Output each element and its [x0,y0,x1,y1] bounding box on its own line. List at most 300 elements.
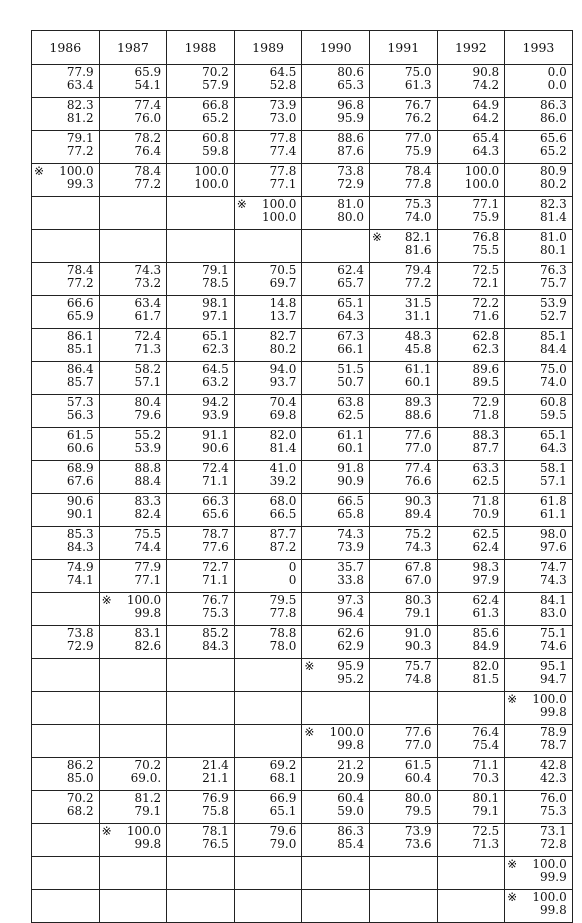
table-cell [369,527,437,560]
cell-value-bottom: 97.9 [472,573,500,587]
cell-value-bottom: 84.9 [472,639,500,653]
cell-value-top: 100.0 [262,197,297,211]
reference-mark: ※ [371,230,383,244]
cell-value-top: 82.7 [269,329,297,343]
cell-value-bottom: 20.9 [337,771,364,785]
table-row [32,428,573,461]
cell-value-top: 78.9 [540,725,567,739]
cell-value-top: 97.3 [337,593,364,607]
cell-value-bottom: 72.9 [337,177,364,191]
cell-value-top: 79.6 [269,824,297,838]
table-cell [302,362,370,395]
cell-value-top: 77.0 [404,131,432,145]
cell-value-bottom: 57.9 [202,78,229,92]
cell-value-top: 65.1 [202,329,229,343]
cell-value-top: 100.0 [532,692,567,706]
table-cell [437,428,505,461]
cell-value-bottom: 70.9 [472,507,500,521]
cell-value-top: 94.0 [269,362,297,376]
cell-value-top: 61.1 [404,362,432,376]
cell-value-top: 90.3 [404,494,432,508]
table-cell [437,362,505,395]
table-cell [437,692,505,725]
table-cell [302,560,370,593]
table-cell [167,197,235,230]
cell-value-top: 86.3 [540,98,567,112]
cell-value-bottom: 60.4 [404,771,432,785]
cell-value-bottom: 79.6 [134,408,162,422]
cell-value-top: 76.7 [202,593,229,607]
cell-value-top: 67.3 [337,329,364,343]
table-cell [234,626,302,659]
table-cell [167,824,235,857]
cell-value-top: 57.3 [66,395,94,409]
cell-value-top: 81.0 [337,197,364,211]
cell-value-bottom: 79.1 [404,606,432,620]
cell-value-bottom: 61.1 [540,507,567,521]
table-cell [234,824,302,857]
table-cell [302,791,370,824]
cell-value-bottom: 77.6 [202,540,229,554]
cell-value-top: 72.5 [472,263,500,277]
cell-value-bottom: 64.3 [337,309,364,323]
table-cell [99,791,167,824]
table-cell [99,164,167,197]
cell-value-bottom: 60.6 [66,441,94,455]
year-header: 1993 [505,31,573,65]
cell-value-top: 78.7 [202,527,229,541]
cell-value-top: 75.3 [404,197,432,211]
table-cell [167,791,235,824]
table-cell [32,560,100,593]
cell-value-top: 73.1 [540,824,567,838]
table-cell [437,659,505,692]
cell-value-top: 61.8 [540,494,567,508]
cell-value-top: 62.4 [472,593,500,607]
table-cell [369,131,437,164]
table-cell [234,263,302,296]
table-row [32,395,573,428]
table-cell [99,857,167,890]
table-cell [437,725,505,758]
cell-value-top: 83.3 [134,494,162,508]
cell-value-top: 66.5 [337,494,364,508]
cell-value-top: 80.4 [134,395,162,409]
cell-value-top: 72.2 [472,296,500,310]
year-header: 1990 [302,31,370,65]
cell-value-bottom: 77.8 [269,606,297,620]
cell-value-bottom: 74.2 [472,78,500,92]
table-cell [505,593,573,626]
table-cell [369,197,437,230]
table-row [32,164,573,197]
table-cell [32,395,100,428]
table-cell [302,725,370,758]
cell-value-top: 74.3 [134,263,162,277]
table-row [32,725,573,758]
cell-value-top: 100.0 [329,725,364,739]
table-cell [99,461,167,494]
table-cell [234,197,302,230]
cell-value-bottom: 88.4 [134,474,162,488]
table-cell [302,626,370,659]
table-cell [437,230,505,263]
cell-value-top: 82.0 [472,659,500,673]
table-cell [302,593,370,626]
cell-value-bottom: 100.0 [194,177,229,191]
table-cell [302,296,370,329]
cell-value-bottom: 99.9 [540,870,567,884]
cell-value-bottom: 74.8 [404,672,432,686]
cell-value-bottom: 65.3 [337,78,364,92]
cell-value-bottom: 59.8 [202,144,229,158]
cell-value-top: 63.4 [134,296,162,310]
cell-value-bottom: 64.2 [472,111,500,125]
cell-value-top: 80.0 [404,791,432,805]
cell-value-top: 0.0 [547,65,567,79]
cell-value-bottom: 61.3 [404,78,432,92]
cell-value-bottom: 88.6 [404,408,432,422]
cell-value-top: 60.8 [540,395,567,409]
cell-value-top: 82.0 [269,428,297,442]
cell-value-bottom: 71.3 [472,837,500,851]
cell-value-top: 82.3 [540,197,567,211]
cell-value-top: 91.1 [202,428,229,442]
cell-value-top: 98.0 [540,527,567,541]
table-cell [167,626,235,659]
cell-value-bottom: 75.7 [540,276,567,290]
table-row [32,461,573,494]
cell-value-bottom: 76.0 [134,111,162,125]
table-cell [99,263,167,296]
reference-mark: ※ [507,890,518,904]
cell-value-bottom: 0 [288,573,297,587]
cell-value-top: 79.4 [404,263,432,277]
cell-value-bottom: 80.2 [540,177,567,191]
table-cell [167,725,235,758]
cell-value-bottom: 84.3 [66,540,94,554]
cell-value-bottom: 62.9 [337,639,364,653]
cell-value-bottom: 100.0 [262,210,297,224]
cell-value-top: 68.0 [269,494,297,508]
table-cell [32,758,100,791]
cell-value-bottom: 74.0 [540,375,567,389]
cell-value-top: 100.0 [126,824,162,838]
table-cell [167,857,235,890]
table-cell [167,758,235,791]
table-row [32,197,573,230]
table-cell [99,692,167,725]
cell-value-top: 66.3 [202,494,229,508]
table-cell [234,395,302,428]
cell-value-top: 100.0 [532,890,567,904]
table-cell [234,461,302,494]
cell-value-bottom: 70.3 [472,771,500,785]
table-cell [302,197,370,230]
table-cell [437,263,505,296]
table-cell [369,329,437,362]
table-cell [32,98,100,131]
cell-value-bottom: 79.0 [269,837,297,851]
cell-value-bottom: 76.4 [134,144,162,158]
cell-value-bottom: 73.6 [404,837,432,851]
cell-value-top: 90.6 [66,494,94,508]
table-cell [369,626,437,659]
table-cell [302,98,370,131]
cell-value-top: 64.5 [269,65,297,79]
table-cell [234,65,302,98]
table-cell [505,428,573,461]
table-row [32,230,573,263]
cell-value-top: 74.3 [337,527,364,541]
cell-value-bottom: 87.6 [337,144,364,158]
table-cell [505,659,573,692]
table-cell [99,725,167,758]
table-cell [32,329,100,362]
cell-value-top: 66.6 [66,296,94,310]
cell-value-bottom: 81.4 [269,441,297,455]
cell-value-top: 76.4 [472,725,500,739]
cell-value-top: 75.5 [134,527,162,541]
cell-value-bottom: 87.7 [472,441,500,455]
cell-value-top: 58.2 [134,362,162,376]
table-cell [234,131,302,164]
table-cell [369,263,437,296]
table-cell [505,98,573,131]
year-header: 1987 [99,31,167,65]
cell-value-top: 75.2 [404,527,432,541]
table-cell [302,164,370,197]
cell-value-top: 77.8 [269,131,297,145]
cell-value-top: 72.9 [472,395,500,409]
cell-value-top: 53.9 [540,296,567,310]
cell-value-bottom: 57.1 [134,375,162,389]
cell-value-top: 70.5 [269,263,297,277]
cell-value-bottom: 89.4 [404,507,432,521]
cell-value-bottom: 52.8 [269,78,297,92]
cell-value-top: 77.8 [269,164,297,178]
cell-value-bottom: 80.0 [337,210,364,224]
cell-value-bottom: 77.4 [269,144,297,158]
table-row [32,560,573,593]
cell-value-top: 74.7 [540,560,567,574]
table-cell [167,659,235,692]
cell-value-top: 75.0 [404,65,432,79]
cell-value-top: 72.7 [202,560,229,574]
table-row [32,362,573,395]
table-cell [437,461,505,494]
cell-value-top: 72.5 [472,824,500,838]
cell-value-top: 82.1 [404,230,432,244]
table-cell [505,527,573,560]
table-cell [167,263,235,296]
cell-value-bottom: 66.1 [337,342,364,356]
cell-value-bottom: 76.6 [404,474,432,488]
cell-value-top: 70.2 [66,791,94,805]
table-cell [99,329,167,362]
cell-value-bottom: 68.1 [269,771,297,785]
cell-value-top: 77.4 [134,98,162,112]
table-cell [437,65,505,98]
table-cell [369,560,437,593]
cell-value-bottom: 68.2 [66,804,94,818]
cell-value-top: 78.8 [269,626,297,640]
cell-value-top: 76.8 [472,230,500,244]
cell-value-top: 91.0 [404,626,432,640]
cell-value-top: 66.9 [269,791,297,805]
table-cell [505,890,573,923]
table-cell [234,362,302,395]
cell-value-bottom: 85.1 [66,342,94,356]
table-cell [234,791,302,824]
table-cell [32,593,100,626]
cell-value-top: 95.9 [337,659,364,673]
cell-value-bottom: 56.3 [66,408,94,422]
table-cell [437,890,505,923]
cell-value-top: 65.6 [540,131,567,145]
cell-value-bottom: 75.4 [472,738,500,752]
cell-value-bottom: 67.6 [66,474,94,488]
table-cell [167,395,235,428]
cell-value-bottom: 62.5 [472,474,500,488]
table-cell [302,263,370,296]
table-cell [167,65,235,98]
table-cell [369,758,437,791]
cell-value-top: 78.2 [134,131,162,145]
cell-value-top: 65.4 [472,131,500,145]
year-header: 1986 [32,31,100,65]
table-cell [99,428,167,461]
table-row [32,857,573,890]
table-cell [302,65,370,98]
table-cell [505,725,573,758]
table-row [32,527,573,560]
table-cell [99,197,167,230]
table-cell [437,329,505,362]
table-cell [369,692,437,725]
cell-value-bottom: 74.1 [66,573,94,587]
table-row [32,263,573,296]
cell-value-bottom: 65.2 [540,144,567,158]
cell-value-top: 35.7 [337,560,364,574]
table-cell [167,461,235,494]
table-cell [437,758,505,791]
cell-value-top: 72.4 [202,461,229,475]
cell-value-top: 100.0 [59,164,94,178]
year-header: 1991 [369,31,437,65]
cell-value-bottom: 90.3 [404,639,432,653]
table-cell [99,296,167,329]
cell-value-bottom: 99.8 [540,705,567,719]
cell-value-bottom: 53.9 [134,441,162,455]
table-cell [99,494,167,527]
cell-value-bottom: 95.2 [337,672,364,686]
table-cell [369,659,437,692]
table-cell [99,593,167,626]
cell-value-top: 96.8 [337,98,364,112]
cell-value-bottom: 65.8 [337,507,364,521]
cell-value-bottom: 81.6 [404,243,432,257]
table-cell [505,758,573,791]
table-cell [99,560,167,593]
cell-value-bottom: 79.5 [404,804,432,818]
cell-value-top: 85.2 [202,626,229,640]
table-cell [437,395,505,428]
table-cell [437,98,505,131]
table-row [32,824,573,857]
cell-value-bottom: 76.2 [404,111,432,125]
cell-value-top: 86.2 [66,758,94,772]
cell-value-bottom: 75.8 [202,804,229,818]
cell-value-top: 73.9 [404,824,432,838]
table-cell [369,164,437,197]
table-cell [167,98,235,131]
table-row [32,659,573,692]
table-cell [32,296,100,329]
cell-value-top: 89.6 [472,362,500,376]
table-cell [234,857,302,890]
cell-value-top: 76.3 [540,263,567,277]
table-cell [302,494,370,527]
cell-value-top: 85.6 [472,626,500,640]
cell-value-top: 91.8 [337,461,364,475]
cell-value-top: 70.2 [134,758,162,772]
table-body [32,65,573,923]
table-row [32,692,573,725]
table-row [32,329,573,362]
cell-value-top: 88.6 [337,131,364,145]
cell-value-top: 72.4 [134,329,162,343]
cell-value-top: 62.6 [337,626,364,640]
table-cell [167,428,235,461]
cell-value-bottom: 60.1 [404,375,432,389]
cell-value-bottom: 90.6 [202,441,229,455]
cell-value-top: 77.6 [404,725,432,739]
cell-value-top: 71.1 [472,758,500,772]
cell-value-top: 77.9 [66,65,94,79]
cell-value-bottom: 99.3 [66,177,94,191]
table-cell [167,362,235,395]
cell-value-top: 86.4 [66,362,94,376]
cell-value-bottom: 62.3 [202,342,229,356]
cell-value-bottom: 97.1 [202,309,229,323]
cell-value-top: 77.6 [404,428,432,442]
table-cell [99,758,167,791]
table-cell [505,164,573,197]
cell-value-bottom: 42.3 [540,771,567,785]
cell-value-bottom: 77.2 [134,177,162,191]
table-cell [99,890,167,923]
reference-mark: ※ [236,197,247,211]
table-cell [32,461,100,494]
table-cell [505,131,573,164]
cell-value-top: 42.8 [540,758,567,772]
cell-value-bottom: 74.0 [404,210,432,224]
table-cell [302,659,370,692]
cell-value-top: 73.9 [269,98,297,112]
cell-value-top: 86.3 [337,824,364,838]
cell-value-bottom: 62.4 [472,540,500,554]
cell-value-top: 85.3 [66,527,94,541]
table-cell [437,791,505,824]
cell-value-bottom: 75.9 [472,210,500,224]
cell-value-top: 65.1 [337,296,364,310]
table-cell [234,296,302,329]
cell-value-top: 77.4 [404,461,432,475]
table-cell [167,230,235,263]
cell-value-bottom: 75.9 [404,144,432,158]
table-cell [167,527,235,560]
